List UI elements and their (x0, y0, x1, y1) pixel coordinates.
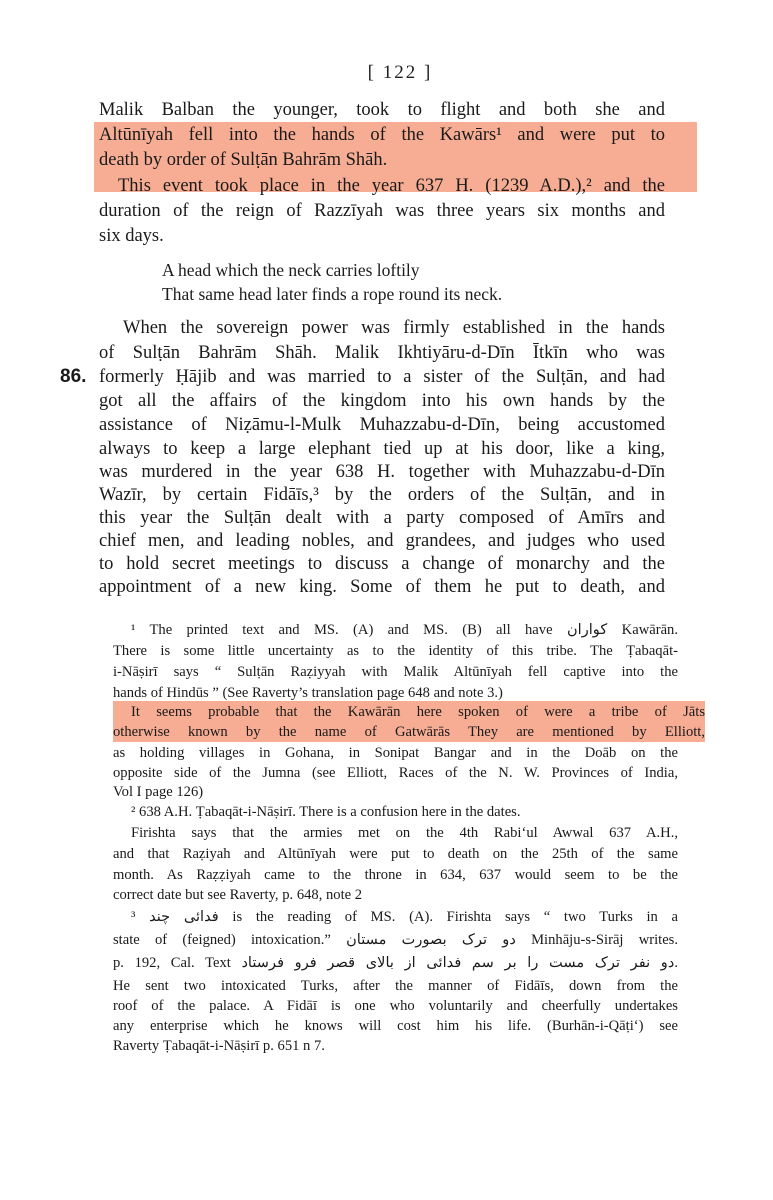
text-line: was murdered in the year 638 H. together with Muhazzabu-d-Dīn (99, 462, 665, 482)
text-line: appointment of a new king. Some of them he put to death, and (99, 577, 665, 597)
text-line: death by order of Sulṭān Bahrām Shāh. (99, 150, 388, 170)
text-line: Wazīr, by certain Fidāīs,³ by the orders of the Sulṭān, and in (99, 485, 665, 505)
margin-number: 86. (60, 366, 87, 387)
footnote-line: any enterprise which he knows will cost him his life. (Burhān-i-Qāṭi‘) see (113, 1018, 678, 1034)
footnote-line: roof of the palace. A Fidāī is one who voluntarily and cheerfully undertakes (113, 998, 678, 1014)
text-line: assistance of Niẓāmu-l-Mulk Muhazzabu-d-Dīn, being accustomed (99, 415, 665, 435)
text-line: of Sulṭān Bahrām Shāh. Malik Ikhtiyāru-d-Dīn Ītkīn who was (99, 343, 665, 363)
footnote-line: otherwise known by the name of Gatwārās They are mentioned by Elliott, (113, 724, 705, 740)
footnote-line: It seems probable that the Kawārān here spoken of were a tribe of Jāts (131, 704, 705, 720)
footnote-line: month. As Raẓẓiyah came to the throne in 634, 637 would seem to be the (113, 867, 678, 883)
text-line: This event took place in the year 637 H. (1239 A.D.),² and the (118, 176, 665, 196)
text-line: Malik Balban the younger, took to flight and both she and (99, 100, 665, 120)
text-line: formerly Ḥājib and was married to a sister of the Sulṭān, and had (99, 367, 665, 387)
verse-line: A head which the neck carries loftily (162, 260, 420, 280)
text-line: When the sovereign power was firmly established in the hands (123, 318, 665, 338)
page-number: [ 122 ] (367, 62, 433, 83)
text-line: to hold secret meetings to discuss a change of monarchy and the (99, 554, 665, 574)
footnote-line: Firishta says that the armies met on the 4th Rabi‘ul Awwal 637 A.H., (131, 825, 678, 841)
footnote-line: He sent two intoxicated Turks, after the manner of Fidāīs, down from the (113, 978, 678, 994)
verse-line: That same head later finds a rope round its neck. (162, 284, 503, 304)
text-line: duration of the reign of Razzīyah was three years six months and (99, 201, 665, 221)
footnote-line: ¹ The printed text and MS. (A) and MS. (B) all have کواران Kawārān. (131, 622, 678, 638)
footnote-line: state of (feigned) intoxication.” دو ترک بصورت مستان Minhāju-s-Sirāj writes. (113, 932, 678, 948)
footnote-line: p. 192, Cal. Text دو نفر ترک مست را بر سم فدائی از بالای قصر فرو فرستاد. (113, 955, 678, 971)
footnote-line: Vol I page 126) (113, 784, 204, 800)
text-line: six days. (99, 226, 164, 246)
footnote-line: There is some little uncertainty as to the identity of this tribe. The Ṭabaqāt- (113, 643, 678, 659)
text-line: always to keep a large elephant tied up at his door, like a king, (99, 439, 665, 459)
text-line: chief men, and leading nobles, and grandees, and judges who used (99, 531, 665, 551)
footnote-line: and that Raẓiyah and Altūnīyah were put to death on the 25th of the same (113, 846, 678, 862)
footnote-line: correct date but see Raverty, p. 648, note 2 (113, 887, 363, 903)
text-line: this year the Sulṭān dealt with a party composed of Amīrs and (99, 508, 665, 528)
text-line: Altūnīyah fell into the hands of the Kawārs¹ and were put to (99, 125, 665, 145)
footnote-line: ³ فدائی چند is the reading of MS. (A). Firishta says “ two Turks in a (131, 909, 678, 925)
footnote-line: i-Nāṣirī says “ Sulṭān Raẓiyyah with Malik Altūnīyah fell captive into the (113, 664, 678, 680)
footnote-line: as holding villages in Gohana, in Sonipat Bangar and in the Doāb on the (113, 745, 678, 761)
footnote-line: Raverty Ṭabaqāt-i-Nāṣirī p. 651 n 7. (113, 1038, 325, 1054)
text-line: got all the affairs of the kingdom into his own hands by the (99, 391, 665, 411)
footnote-line: ² 638 A.H. Ṭabaqāt-i-Nāṣirī. There is a confusion here in the dates. (131, 804, 521, 820)
footnote-line: hands of Hindūs ” (See Raverty’s translation page 648 and note 3.) (113, 685, 503, 701)
footnote-line: opposite side of the Jumna (see Elliott, Races of the N. W. Provinces of India, (113, 765, 678, 781)
